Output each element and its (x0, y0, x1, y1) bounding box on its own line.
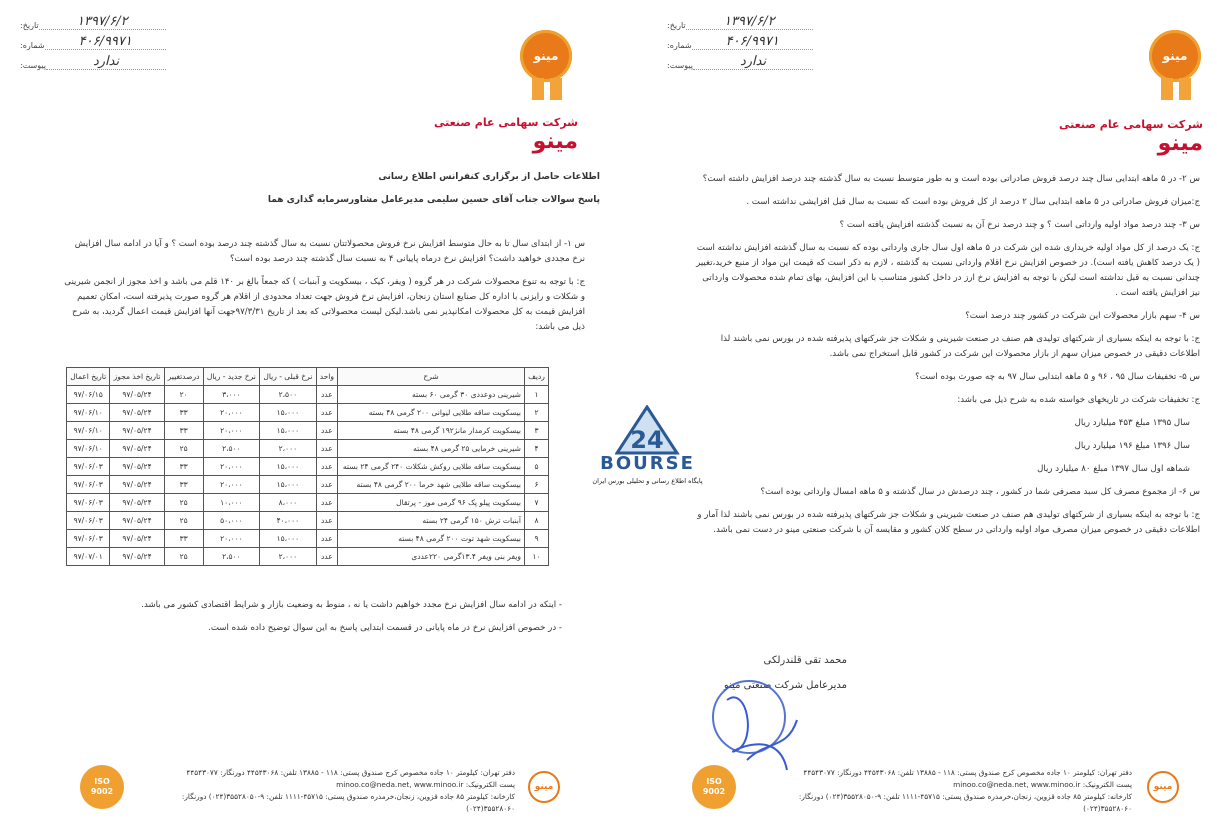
table-cell: ۹۷/۰۶/۰۳ (67, 494, 110, 512)
table-cell: شیرینی دوعددی ۳۰ گرمی ۶۰ بسته (338, 386, 525, 404)
minoo-logo (520, 30, 578, 100)
company-name (1059, 118, 1203, 156)
answer-4: ج: با توجه به اینکه بسیاری از شرکتهای تولیدی هم صنف در صنعت شیرینی و شکلات جز شرکتهای پذیرفته شده در بورس نمی باشند لذا اطلاعات دقیقی در خصوص میزان سهم از بازار محصولات این شرکت در کشور قابل استخراج نمی باشد. (720, 334, 1200, 359)
table-cell: ۲۰،۰۰۰ (203, 530, 260, 548)
table-cell: ۵۰،۰۰۰ (203, 512, 260, 530)
logo-disc: مینو (520, 30, 572, 82)
col-header: ردیف (524, 368, 548, 386)
signer-name: محمد تقی قلندرلکی (763, 655, 847, 666)
table-cell: ۳ (524, 422, 548, 440)
table-cell: ۴ (524, 440, 548, 458)
col-header: درصدتغییر (164, 368, 203, 386)
footer (752, 767, 1132, 815)
table-cell: ۲۵ (164, 440, 203, 458)
table-cell: ۹۷/۰۶/۰۳ (67, 458, 110, 476)
table-cell: شیرینی خرمایی ۲۵ گرمی ۴۸ بسته (338, 440, 525, 458)
table-cell: ۹۷/۰۶/۰۳ (67, 476, 110, 494)
date-label: تاریخ: (20, 21, 39, 30)
table-header-row (67, 368, 549, 386)
attachment-value: ندارد (46, 54, 166, 70)
table-cell: ۹۷/۰۵/۲۴ (110, 386, 164, 404)
bourse-watermark (585, 405, 710, 500)
table-cell: ۹۷/۰۵/۲۴ (110, 440, 164, 458)
letter-page-2 (0, 0, 600, 827)
table-cell: ۲،۵۰۰ (203, 548, 260, 566)
iso-number: 9002 (702, 787, 726, 796)
iso-badge (80, 765, 124, 809)
table-cell: ۲۵ (164, 494, 203, 512)
table-cell: ۳۳ (164, 404, 203, 422)
table-cell: عدد (316, 422, 337, 440)
question-4: س ۴- سهم بازار محصولات این شرکت در کشور چند درصد است؟ (965, 311, 1200, 321)
table-cell: ۱۵،۰۰۰ (260, 404, 316, 422)
logo-ribbon-right (550, 78, 562, 100)
date-label: تاریخ: (667, 21, 686, 30)
table-cell: ۳،۰۰۰ (203, 386, 260, 404)
table-cell: ۹۷/۰۷/۰۱ (67, 548, 110, 566)
table-cell: ۳۳ (164, 530, 203, 548)
table-cell: ۱۵،۰۰۰ (260, 458, 316, 476)
logo-ribbon-left (532, 78, 544, 100)
col-header: تاریخ اعمال (67, 368, 110, 386)
minoo-logo (1149, 30, 1207, 100)
table-cell: ۹۷/۰۵/۲۴ (110, 512, 164, 530)
table-cell: ۲۰،۰۰۰ (203, 458, 260, 476)
company-line2: مینو (532, 129, 578, 154)
table-cell: عدد (316, 476, 337, 494)
table-cell: بیسکویت کرمدار مانژ۱۹۲ گرمی ۴۸ بسته (338, 422, 525, 440)
footer-line2: پست الکترونیک: minoo.co@neda.net, www.minoo.ir (336, 780, 515, 789)
col-header: نرخ جدید - ریال (203, 368, 260, 386)
answer-2: ج:میزان فروش صادراتی در ۵ ماهه ابتدایی سال ۲ درصد از کل فروش بوده است که نسبت به سال قبل افزایشی نداشته است . (746, 197, 1200, 207)
table-cell: ۲ (524, 404, 548, 422)
table-cell: ۹۷/۰۶/۰۳ (67, 530, 110, 548)
notes-block (62, 598, 562, 644)
discount-1396: سال ۱۳۹۶ مبلغ ۱۹۶ میلیارد ریال (1074, 441, 1190, 451)
table-cell: ۵ (524, 458, 548, 476)
logo-disc: مینو (1149, 30, 1201, 82)
col-header: واحد (316, 368, 337, 386)
table-cell: ۹۷/۰۵/۲۴ (110, 530, 164, 548)
table-cell: ۲،۰۰۰ (260, 440, 316, 458)
iso-badge (692, 765, 736, 809)
number-value: ۴۰۶/۹۹۷۱ (692, 34, 813, 50)
attachment-value: ندارد (693, 54, 813, 70)
letterhead-fields (20, 10, 170, 70)
table-cell: بیسکویت ساقه طلایی لیوانی ۲۰۰ گرمی ۴۸ بسته (338, 404, 525, 422)
footer-line3: کارخانه: کیلومتر ۸۵ جاده قزوین، زنجان،خرمدره صندوق پستی: ۴۵۷۱۵-۱۱۱۱ تلفن: ۹-۳۵۵۲۸۰۵۰(۰۲۴) دورنگار: ۳۵۵۲۸۰۶۰(۰۲۴) (181, 792, 515, 813)
table-cell: ۲۰ (164, 386, 203, 404)
table-cell: ویفر بنی ویفر ۱۳.۴گرمی ۲۲۰عددی (338, 548, 525, 566)
signature-scribble-icon (717, 680, 807, 780)
bourse-triangle-icon (615, 405, 680, 455)
question-5: س ۵- تخفیفات سال ۹۵ ، ۹۶ و ۵ ماهه ابتدایی سال ۹۷ به چه صورت بوده است؟ (915, 372, 1200, 382)
footer-line1: دفتر تهران: کیلومتر ۱۰ جاده مخصوص کرج صندوق پستی: ۱۱۸ - ۱۳۸۸۵ تلفن: ۴۴۵۴۳۰۶۸ دورنگار: ۴۴۵۴۳۰۷۷ (803, 768, 1132, 777)
table-row (67, 494, 549, 512)
table-row (67, 386, 549, 404)
logo-ribbon-left (1161, 78, 1173, 100)
table-cell: عدد (316, 440, 337, 458)
intro-line2: پاسخ سوالات جناب آقای حسین سلیمی مدیرعامل مشاورسرمایه گذاری هما (267, 195, 600, 205)
table-cell: بیسکویت پیلو پک ۹۶ گرمی موز - پرتقال (338, 494, 525, 512)
table-cell: ۱۵،۰۰۰ (260, 530, 316, 548)
table-cell: ۲۵ (164, 512, 203, 530)
table-cell: ۴۰،۰۰۰ (260, 512, 316, 530)
table-cell: ۹۷/۰۶/۱۰ (67, 422, 110, 440)
footer-line1: دفتر تهران: کیلومتر ۱۰ جاده مخصوص کرج صندوق پستی: ۱۱۸ - ۱۳۸۸۵ تلفن: ۴۴۵۴۳۰۶۸ دورنگار: ۴۴۵۴۳۰۷۷ (186, 768, 515, 777)
date-value: ۱۳۹۷/۶/۲ (686, 14, 813, 30)
signer-title: مدیرعامل شرکت صنعتی مینو (723, 680, 847, 691)
table-cell: ۳۳ (164, 476, 203, 494)
bourse-word: BOURSE (600, 453, 695, 474)
qa-block-1 (62, 237, 585, 343)
number-label: شماره: (20, 41, 45, 50)
table-cell: ۸ (524, 512, 548, 530)
table-cell: بیسکویت شهد توت ۲۰۰ گرمی ۴۸ بسته (338, 530, 525, 548)
footer-logo: مینو (1147, 771, 1179, 803)
table-cell: عدد (316, 386, 337, 404)
company-line2: مینو (1157, 131, 1203, 156)
table-cell: ۲۰،۰۰۰ (203, 476, 260, 494)
table-row (67, 530, 549, 548)
table-row (67, 458, 549, 476)
table-row (67, 422, 549, 440)
table-cell: ۲۰،۰۰۰ (203, 404, 260, 422)
number-value: ۴۰۶/۹۹۷۱ (45, 34, 166, 50)
letterhead-fields (667, 10, 817, 70)
table-cell: ۱ (524, 386, 548, 404)
table-body (67, 386, 549, 566)
col-header: نرخ قبلی - ریال (260, 368, 316, 386)
table-row (67, 512, 549, 530)
discount-1395: سال ۱۳۹۵ مبلغ ۴۵۳ میلیارد ریال (1074, 418, 1190, 428)
table-cell: آبنبات ترش ۱۵۰ گرمی ۲۴ بسته (338, 512, 525, 530)
answer-3: ج: یک درصد از کل مواد اولیه خریداری شده این شرکت در ۵ ماهه اول سال جاری وارداتی بوده که نسبت به سال گذشته افزایش نداشته است ( یک درصد کاهش یافته است). در خصوص افزایش نرخ اقلام وارداتی نسبت به گذشته ، لازم به ذکر است که قیمت این مواد از منبع خرید،تغییر چندانی نسبت به قبل نداشته است لیکن با توجه به افزایش نرخ ارز در داخل کشور متناسب با این افزایش، بهای تمام شده محصولات وارداتی نیز افزایش یافته است . (696, 243, 1200, 298)
table-cell: بیسکویت ساقه طلایی شهد خرما ۲۰۰ گرمی ۴۸ بسته (338, 476, 525, 494)
table-row (67, 548, 549, 566)
table-row (67, 404, 549, 422)
attachment-label: پیوست: (20, 61, 47, 70)
price-increase-table (66, 367, 549, 566)
table-cell: ۹۷/۰۶/۱۰ (67, 440, 110, 458)
company-name (434, 116, 578, 154)
bourse-subtitle: پایگاه اطلاع رسانی و تحلیلی بورس ایران (592, 477, 703, 485)
table-cell: ۲۰،۰۰۰ (203, 422, 260, 440)
intro-block (60, 170, 600, 216)
table-cell: ۱۰ (524, 548, 548, 566)
iso-label: ISO (94, 777, 110, 786)
table-cell: ۱۰،۰۰۰ (203, 494, 260, 512)
table-cell: عدد (316, 458, 337, 476)
table-cell: ۹۷/۰۵/۲۴ (110, 458, 164, 476)
table-cell: ۹۷/۰۵/۲۴ (110, 404, 164, 422)
table-cell: ۹۷/۰۶/۱۰ (67, 404, 110, 422)
table-cell: ۹۷/۰۵/۲۴ (110, 494, 164, 512)
company-line1: شرکت سهامی عام صنعتی (434, 116, 578, 129)
footer (135, 767, 515, 815)
table-cell: ۹۷/۰۶/۰۳ (67, 512, 110, 530)
question-3: س ۳- چند درصد مواد اولیه وارداتی است ؟ و چند درصد نرخ آن به نسبت گذشته افزایش یافته است ؟ (839, 220, 1200, 230)
table-cell: عدد (316, 548, 337, 566)
answer-6: ج: با توجه به اینکه بسیاری از شرکتهای تولیدی هم صنف در صنعت شیرینی و شکلات جز شرکتهای پذیرفته شده در بورس نمی باشند لذا آمار و اطلاعات دقیقی در خصوص میزان مصرف مواد اولیه وارداتی در سطح کلان کشور و مقایسه آن با شرکت صنعتی مینو در دست نمی باشد. (697, 510, 1200, 535)
qa-block-2-6 (692, 172, 1200, 546)
table-cell: بیسکویت ساقه طلایی روکش شکلات ۲۴۰ گرمی ۲۴ بسته (338, 458, 525, 476)
table-cell: ۹۷/۰۶/۱۵ (67, 386, 110, 404)
table-cell: عدد (316, 494, 337, 512)
table-cell: عدد (316, 512, 337, 530)
table-cell: ۲،۰۰۰ (260, 548, 316, 566)
table-cell: ۲،۵۰۰ (203, 440, 260, 458)
footer-line3: کارخانه: کیلومتر ۸۵ جاده قزوین، زنجان،خرمدره صندوق پستی: ۴۵۷۱۵-۱۱۱۱ تلفن: ۹-۳۵۵۲۸۰۵۰(۰۲۴) دورنگار: ۳۵۵۲۸۰۶۰(۰۲۴) (798, 792, 1132, 813)
table-cell: ۱۵،۰۰۰ (260, 422, 316, 440)
number-label: شماره: (667, 41, 692, 50)
table-cell: ۳۳ (164, 422, 203, 440)
table-cell: ۲۵ (164, 548, 203, 566)
company-line1: شرکت سهامی عام صنعتی (1059, 118, 1203, 131)
answer-1: ج: با توجه به تنوع محصولات شرکت در هر گروه ( ویفر، کیک ، بیسکویت و آبنبات ) که جمعاً بالغ بر ۱۴۰ قلم می باشد و اخذ مجوز از انجمن شیرینی و شکلات و رایزنی با اداره کل صنایع استان زنجان، افزایش نرخ فروش جهت تعداد محدودی از اقلام هر گروه صورت پذیرفته است، امکان تعمیم افزایش قیمت به کل محصولات امکانپذیر نمی باشد.لیکن لیست محصولاتی که بعد از تاریخ ۹۷/۳/۳۱جهت آنها افزایش قیمت اعمال گردید، به شرح ذیل می باشد: (64, 277, 585, 332)
bourse-logo-number: 24 (630, 426, 664, 454)
attachment-label: پیوست: (667, 61, 694, 70)
discount-1397: شماهه اول سال ۱۳۹۷ مبلغ ۸۰ میلیارد ریال (1037, 464, 1190, 474)
footer-line2: پست الکترونیک: minoo.co@neda.net, www.minoo.ir (953, 780, 1132, 789)
table-row (67, 476, 549, 494)
note-1: - اینکه در ادامه سال افزایش نرخ مجدد خواهیم داشت یا نه ، منوط به وضعیت بازار و شرایط اقتصادی کشور می باشد. (141, 600, 562, 610)
table-cell: ۹۷/۰۵/۲۴ (110, 422, 164, 440)
note-2: - در خصوص افزایش نرخ در ماه پایانی در قسمت ابتدایی پاسخ به این سوال توضیح داده شده است. (208, 623, 562, 633)
table-cell: ۹ (524, 530, 548, 548)
logo-ribbon-right (1179, 78, 1191, 100)
intro-line1: اطلاعات حاصل از برگزاری کنفرانس اطلاع رسانی (378, 172, 600, 182)
table-cell: ۹۷/۰۵/۲۴ (110, 548, 164, 566)
question-6: س ۶- از مجموع مصرف کل سبد مصرفی شما در کشور ، چند درصدش در سال گذشته و ۵ ماهه امسال وارداتی بوده است؟ (760, 487, 1200, 497)
table-cell: ۷ (524, 494, 548, 512)
table-cell: عدد (316, 530, 337, 548)
table-cell: ۱۵،۰۰۰ (260, 476, 316, 494)
question-1: س ۱- از ابتدای سال تا به حال متوسط افزایش نرخ فروش محصولاتتان نسبت به سال گذشته چند درصد بوده است ؟ و آیا در ادامه سال افزایش نرخ مجددی خواهید داشت؟ افزایش نرخ درماه پاییانی ۴ به نسبت سال گذشته چند درصد بوده است؟ (74, 239, 585, 264)
table-cell: ۶ (524, 476, 548, 494)
table-cell: ۳۳ (164, 458, 203, 476)
table-cell: عدد (316, 404, 337, 422)
col-header: تاریخ اخذ مجوز (110, 368, 164, 386)
table-row (67, 440, 549, 458)
question-2: س ۲- در ۵ ماهه ابتدایی سال چند درصد فروش صادراتی بوده است و به طور متوسط نسبت به سال گذشته چند درصد افزایش داشته است؟ (702, 174, 1200, 184)
date-value: ۱۳۹۷/۶/۲ (39, 14, 166, 30)
table-cell: ۸،۰۰۰ (260, 494, 316, 512)
iso-number: 9002 (90, 787, 114, 796)
iso-label: ISO (706, 777, 722, 786)
answer-5: ج: تخفیفات شرکت در تاریخهای خواسته شده به شرح ذیل می باشد: (957, 395, 1200, 405)
table-cell: ۲،۵۰۰ (260, 386, 316, 404)
table-cell: ۹۷/۰۵/۲۴ (110, 476, 164, 494)
footer-logo: مینو (528, 771, 560, 803)
col-header: شرح (338, 368, 525, 386)
